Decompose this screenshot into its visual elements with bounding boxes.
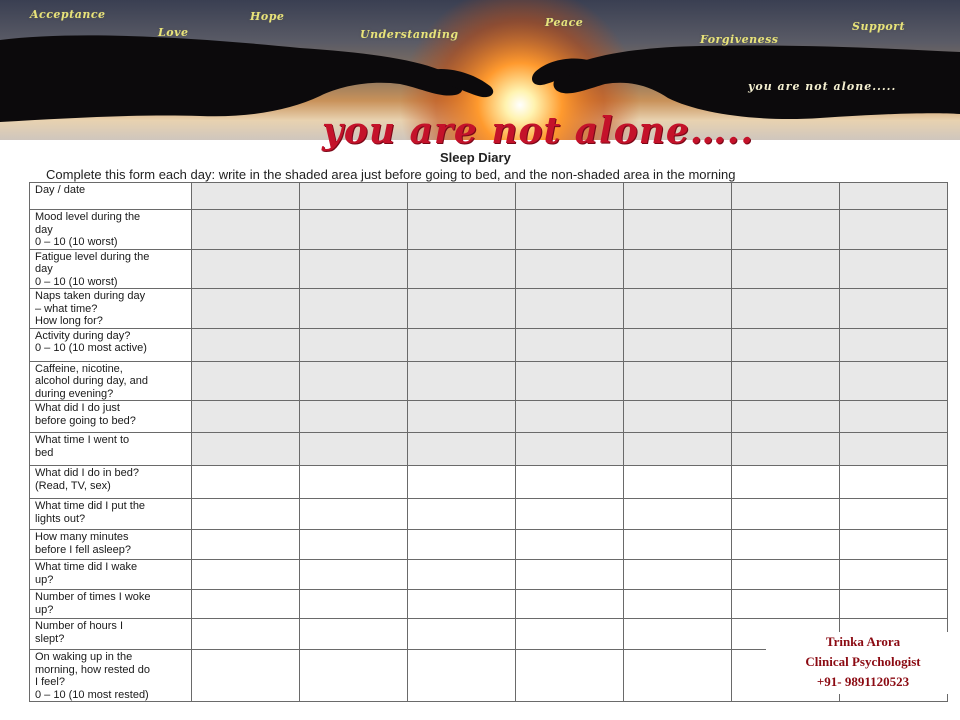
entry-cell[interactable] [732, 530, 840, 560]
entry-cell[interactable] [192, 530, 300, 560]
entry-cell[interactable] [408, 499, 516, 530]
entry-cell[interactable] [300, 619, 408, 650]
entry-cell[interactable] [192, 560, 300, 590]
entry-cell[interactable] [516, 183, 624, 210]
entry-cell[interactable] [408, 183, 516, 210]
entry-cell[interactable] [192, 590, 300, 619]
entry-cell[interactable] [732, 328, 840, 361]
entry-cell[interactable] [300, 249, 408, 289]
psychologist-name: Trinka Arora [825, 634, 901, 649]
entry-cell[interactable] [840, 466, 948, 499]
banner-word: Understanding [360, 28, 459, 41]
entry-cell[interactable] [516, 560, 624, 590]
entry-cell[interactable] [300, 650, 408, 702]
entry-cell[interactable] [192, 619, 300, 650]
entry-cell[interactable] [516, 289, 624, 329]
diary-row [30, 249, 948, 289]
entry-cell[interactable] [516, 650, 624, 702]
diary-title: Sleep Diary [440, 150, 511, 165]
entry-cell[interactable] [516, 466, 624, 499]
row-label: Mood level during the day 0 – 10 (10 worst) [30, 210, 192, 250]
entry-cell[interactable] [300, 183, 408, 210]
entry-cell[interactable] [516, 328, 624, 361]
diary-row [30, 361, 948, 401]
entry-cell[interactable] [408, 328, 516, 361]
entry-cell[interactable] [300, 560, 408, 590]
entry-cell[interactable] [516, 210, 624, 250]
entry-cell[interactable] [192, 361, 300, 401]
entry-cell[interactable] [624, 328, 732, 361]
entry-cell[interactable] [192, 466, 300, 499]
banner-word: Peace [545, 16, 584, 29]
row-label: What time did I put the lights out? [30, 499, 192, 530]
entry-cell[interactable] [408, 466, 516, 499]
entry-cell[interactable] [408, 650, 516, 702]
entry-cell[interactable] [516, 499, 624, 530]
entry-cell[interactable] [408, 249, 516, 289]
entry-cell[interactable] [840, 289, 948, 329]
entry-cell[interactable] [624, 499, 732, 530]
entry-cell[interactable] [624, 183, 732, 210]
entry-cell[interactable] [408, 619, 516, 650]
entry-cell[interactable] [300, 590, 408, 619]
entry-cell[interactable] [732, 361, 840, 401]
entry-cell[interactable] [516, 401, 624, 433]
entry-cell[interactable] [732, 499, 840, 530]
diary-row [30, 401, 948, 433]
entry-cell[interactable] [300, 361, 408, 401]
entry-cell[interactable] [300, 466, 408, 499]
diary-row [30, 530, 948, 560]
entry-cell[interactable] [840, 499, 948, 530]
entry-cell[interactable] [840, 433, 948, 466]
diary-row [30, 590, 948, 619]
entry-cell[interactable] [732, 466, 840, 499]
entry-cell[interactable] [408, 560, 516, 590]
banner-word: Love [158, 26, 189, 39]
entry-cell[interactable] [516, 619, 624, 650]
signature-block [766, 632, 960, 694]
entry-cell[interactable] [408, 361, 516, 401]
entry-cell[interactable] [732, 401, 840, 433]
entry-cell[interactable] [624, 530, 732, 560]
diary-row [30, 466, 948, 499]
entry-cell[interactable] [624, 361, 732, 401]
entry-cell[interactable] [840, 530, 948, 560]
entry-cell[interactable] [732, 183, 840, 210]
row-label: What time did I wake up? [30, 560, 192, 590]
sleep-diary-table [29, 182, 948, 702]
entry-cell[interactable] [408, 401, 516, 433]
entry-cell[interactable] [192, 499, 300, 530]
psychologist-role: Clinical Psychologist [805, 654, 921, 669]
entry-cell[interactable] [192, 401, 300, 433]
entry-cell[interactable] [300, 328, 408, 361]
entry-cell[interactable] [840, 249, 948, 289]
entry-cell[interactable] [300, 530, 408, 560]
row-label: Fatigue level during the day 0 – 10 (10 worst) [30, 249, 192, 289]
row-label: Caffeine, nicotine, alcohol during day, and during evening? [30, 361, 192, 401]
row-label: What did I do in bed? (Read, TV, sex) [30, 466, 192, 499]
entry-cell[interactable] [624, 560, 732, 590]
entry-cell[interactable] [192, 183, 300, 210]
entry-cell[interactable] [408, 590, 516, 619]
entry-cell[interactable] [840, 590, 948, 619]
entry-cell[interactable] [192, 210, 300, 250]
entry-cell[interactable] [192, 249, 300, 289]
entry-cell[interactable] [516, 361, 624, 401]
banner-word: Support [852, 20, 906, 33]
entry-cell[interactable] [516, 433, 624, 466]
entry-cell[interactable] [192, 289, 300, 329]
entry-cell[interactable] [408, 433, 516, 466]
diary-row [30, 183, 948, 210]
entry-cell[interactable] [624, 650, 732, 702]
entry-cell[interactable] [624, 433, 732, 466]
psychologist-phone: +91- 9891120523 [816, 674, 910, 689]
entry-cell[interactable] [732, 433, 840, 466]
entry-cell[interactable] [300, 433, 408, 466]
entry-cell[interactable] [840, 328, 948, 361]
entry-cell[interactable] [624, 619, 732, 650]
entry-cell[interactable] [408, 530, 516, 560]
entry-cell[interactable] [516, 590, 624, 619]
row-label: On waking up in the morning, how rested do I feel? 0 – 10 (10 most rested) [30, 650, 192, 702]
banner-word: Forgiveness [700, 33, 779, 46]
entry-cell[interactable] [408, 289, 516, 329]
entry-cell[interactable] [624, 289, 732, 329]
diary-row [30, 560, 948, 590]
entry-cell[interactable] [624, 401, 732, 433]
entry-cell[interactable] [840, 210, 948, 250]
diary-row [30, 328, 948, 361]
diary-row [30, 433, 948, 466]
entry-cell[interactable] [732, 289, 840, 329]
entry-cell[interactable] [624, 249, 732, 289]
row-label: Day / date [30, 183, 192, 210]
entry-cell[interactable] [624, 466, 732, 499]
banner-word: Acceptance [30, 8, 106, 21]
entry-cell[interactable] [408, 210, 516, 250]
entry-cell[interactable] [192, 650, 300, 702]
entry-cell[interactable] [732, 249, 840, 289]
entry-cell[interactable] [300, 499, 408, 530]
entry-cell[interactable] [840, 183, 948, 210]
row-label: What time I went to bed [30, 433, 192, 466]
entry-cell[interactable] [840, 401, 948, 433]
entry-cell[interactable] [192, 328, 300, 361]
row-label: Activity during day? 0 – 10 (10 most active) [30, 328, 192, 361]
tagline-heading: you are not alone….. [322, 110, 754, 152]
entry-cell[interactable] [192, 433, 300, 466]
entry-cell[interactable] [516, 249, 624, 289]
entry-cell[interactable] [300, 289, 408, 329]
entry-cell[interactable] [300, 401, 408, 433]
entry-cell[interactable] [516, 530, 624, 560]
entry-cell[interactable] [624, 590, 732, 619]
banner-word: Hope [250, 10, 285, 23]
entry-cell[interactable] [840, 361, 948, 401]
entry-cell[interactable] [732, 210, 840, 250]
row-label: Number of times I woke up? [30, 590, 192, 619]
tagline-small: you are not alone..... [748, 80, 897, 93]
diary-instruction: Complete this form each day: write in the shaded area just before going to bed, and the non-shaded area in the morning [46, 167, 736, 182]
row-label: How many minutes before I fell asleep? [30, 530, 192, 560]
row-label: What did I do just before going to bed? [30, 401, 192, 433]
entry-cell[interactable] [732, 560, 840, 590]
diary-row [30, 210, 948, 250]
row-label: Naps taken during day – what time? How long for? [30, 289, 192, 329]
entry-cell[interactable] [840, 560, 948, 590]
entry-cell[interactable] [300, 210, 408, 250]
diary-row [30, 499, 948, 530]
row-label: Number of hours I slept? [30, 619, 192, 650]
entry-cell[interactable] [624, 210, 732, 250]
entry-cell[interactable] [732, 590, 840, 619]
diary-row [30, 289, 948, 329]
